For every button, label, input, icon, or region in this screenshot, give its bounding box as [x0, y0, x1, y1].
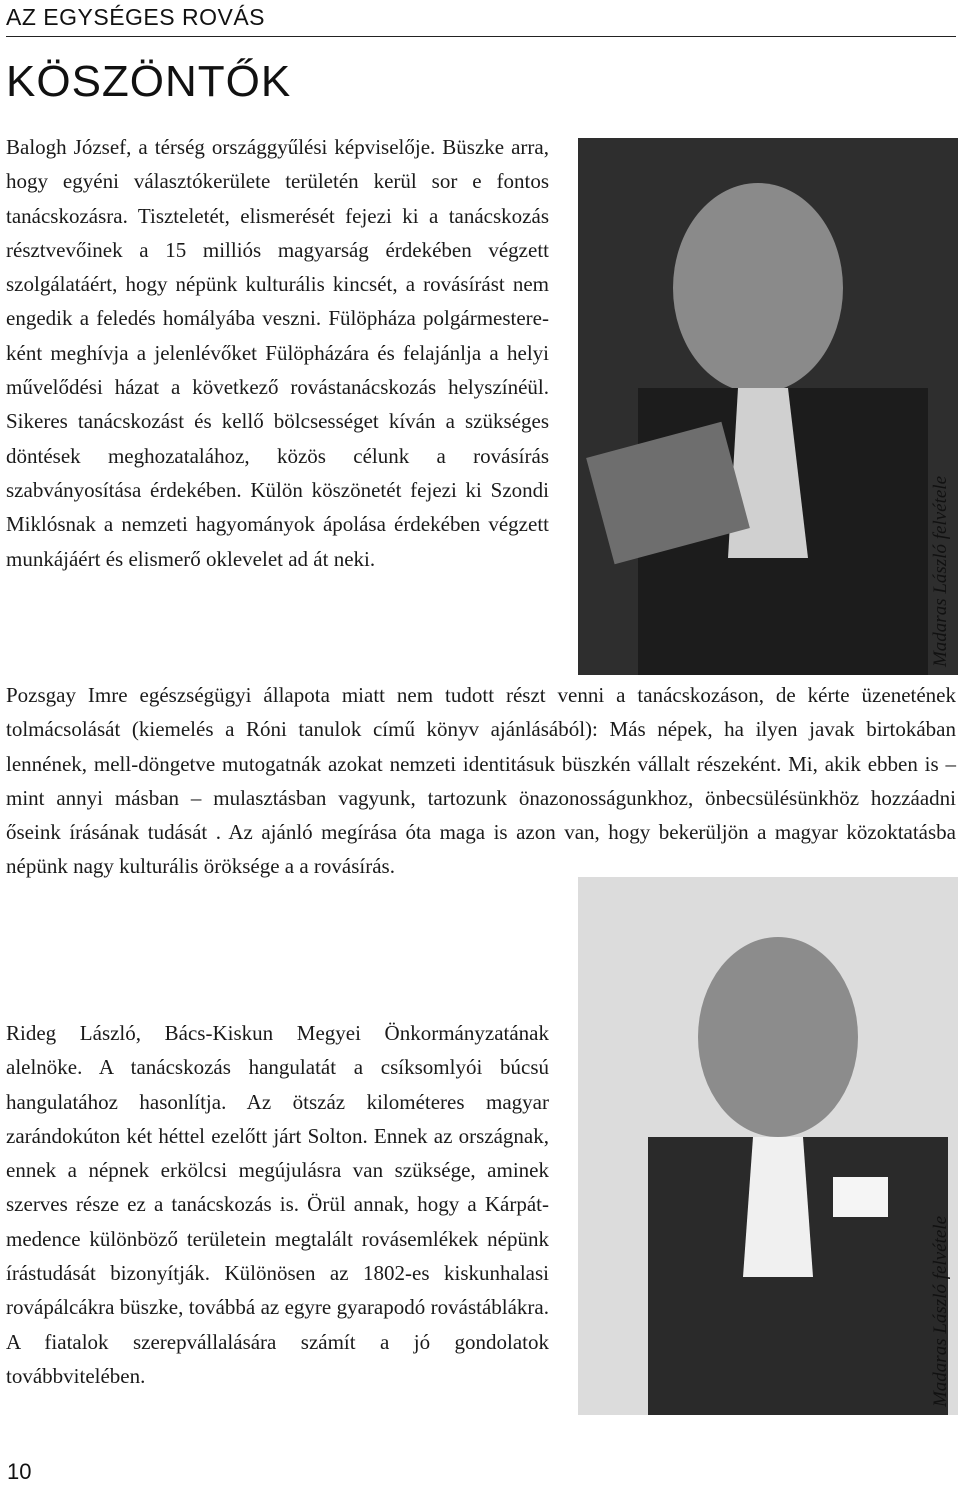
page-number: 10 — [7, 1459, 32, 1484]
photo-rideg-image — [578, 877, 958, 1415]
photo-balogh-image — [578, 138, 958, 675]
photo1-credit: Madaras László felvétele — [930, 475, 951, 667]
section-title: KÖSZÖNTŐK — [6, 57, 292, 106]
photo2-credit: Madaras László felvétele — [930, 1215, 951, 1407]
running-header — [6, 2, 956, 37]
photo-speaker-balogh — [578, 138, 958, 675]
paragraph-rideg: Rideg László, Bács-Kiskun Megyei Önkormányzatának alelnöke. A tanácskozás hangulatát a csíksomlyói búcsú hangulatához hasonlítja. Az ötszáz kilométeres magyar zarándokúton két héttel ezelőtt járt Solton. Ennek az országnak, ennek a népnek erkölcsi megújulásra van szüksége, aminek szerves része ez a tanácskozás is. Örül annak, hogy a Kárpát-medence különböző területein megtalált rovásemlékek népünk írástudását bizonyítják. Különösen az 1802-es kiskunhalasi rovápálcákra büszke, továbbá az egyre gyarapodó rovástáblákra. A fiatalok szerepvállalására számít a jó gondolatok továbbvitelében. — [6, 1021, 549, 1388]
photo-speaker-rideg — [578, 877, 958, 1415]
paragraph-pozsgay: Pozsgay Imre egészségügyi állapota miatt nem tudott részt venni a tanácskozáson, de kérte üzenetének tolmácsolását (kiemelés a Róni tanulok című könyv ajánlásából): Más népek, ha ilyen javak birtokában lennének, mell-döngetve mutogatnák azokat nemzeti identitásuk büszkén vállalt részeként. Mi, akik ebben is – mint annyi másban – mulasztásban vagyunk, tartozunk önazonosságunkhoz, önbecsülésünkhöz hozzáadni őseink írásának tudását . Az ajánló megírása óta maga is azon van, hogy bekerüljön a magyar közoktatásba népünk nagy kulturális öröksége a a rovásírás. — [6, 683, 956, 879]
header-title: AZ EGYSÉGES ROVÁS — [6, 4, 266, 30]
paragraph-balogh: Balogh József, a térség országgyűlési képviselője. Büszke arra, hogy egyéni választókerülete területén kerül sor e fontos tanácskozásra. Tiszteletét, elismerését fejezi ki a tanácskozás résztvevőinek a 15 milliós magyarság érdekében végzett szolgálatáért, hogy népünk kulturális kincsét, a rovásírást nem engedik a feledés homályába veszni. Fülöpháza polgármestereként meghívja a jelenlévőket Fülöpházára és felajánlja a helyi művelődési házat a következő rovástanácskozás helyszínéül. Sikeres tanácskozást és kellő bölcsességet kíván a szükséges döntések meghozatalához, közös célunk a rovásírás szabványosítása érdekében. Külön köszönetét fejezi ki Szondi Miklósnak a nemzeti hagyományok ápolása érdekében végzett munkájáért és elismerő oklevelet ad át neki. — [6, 135, 549, 571]
